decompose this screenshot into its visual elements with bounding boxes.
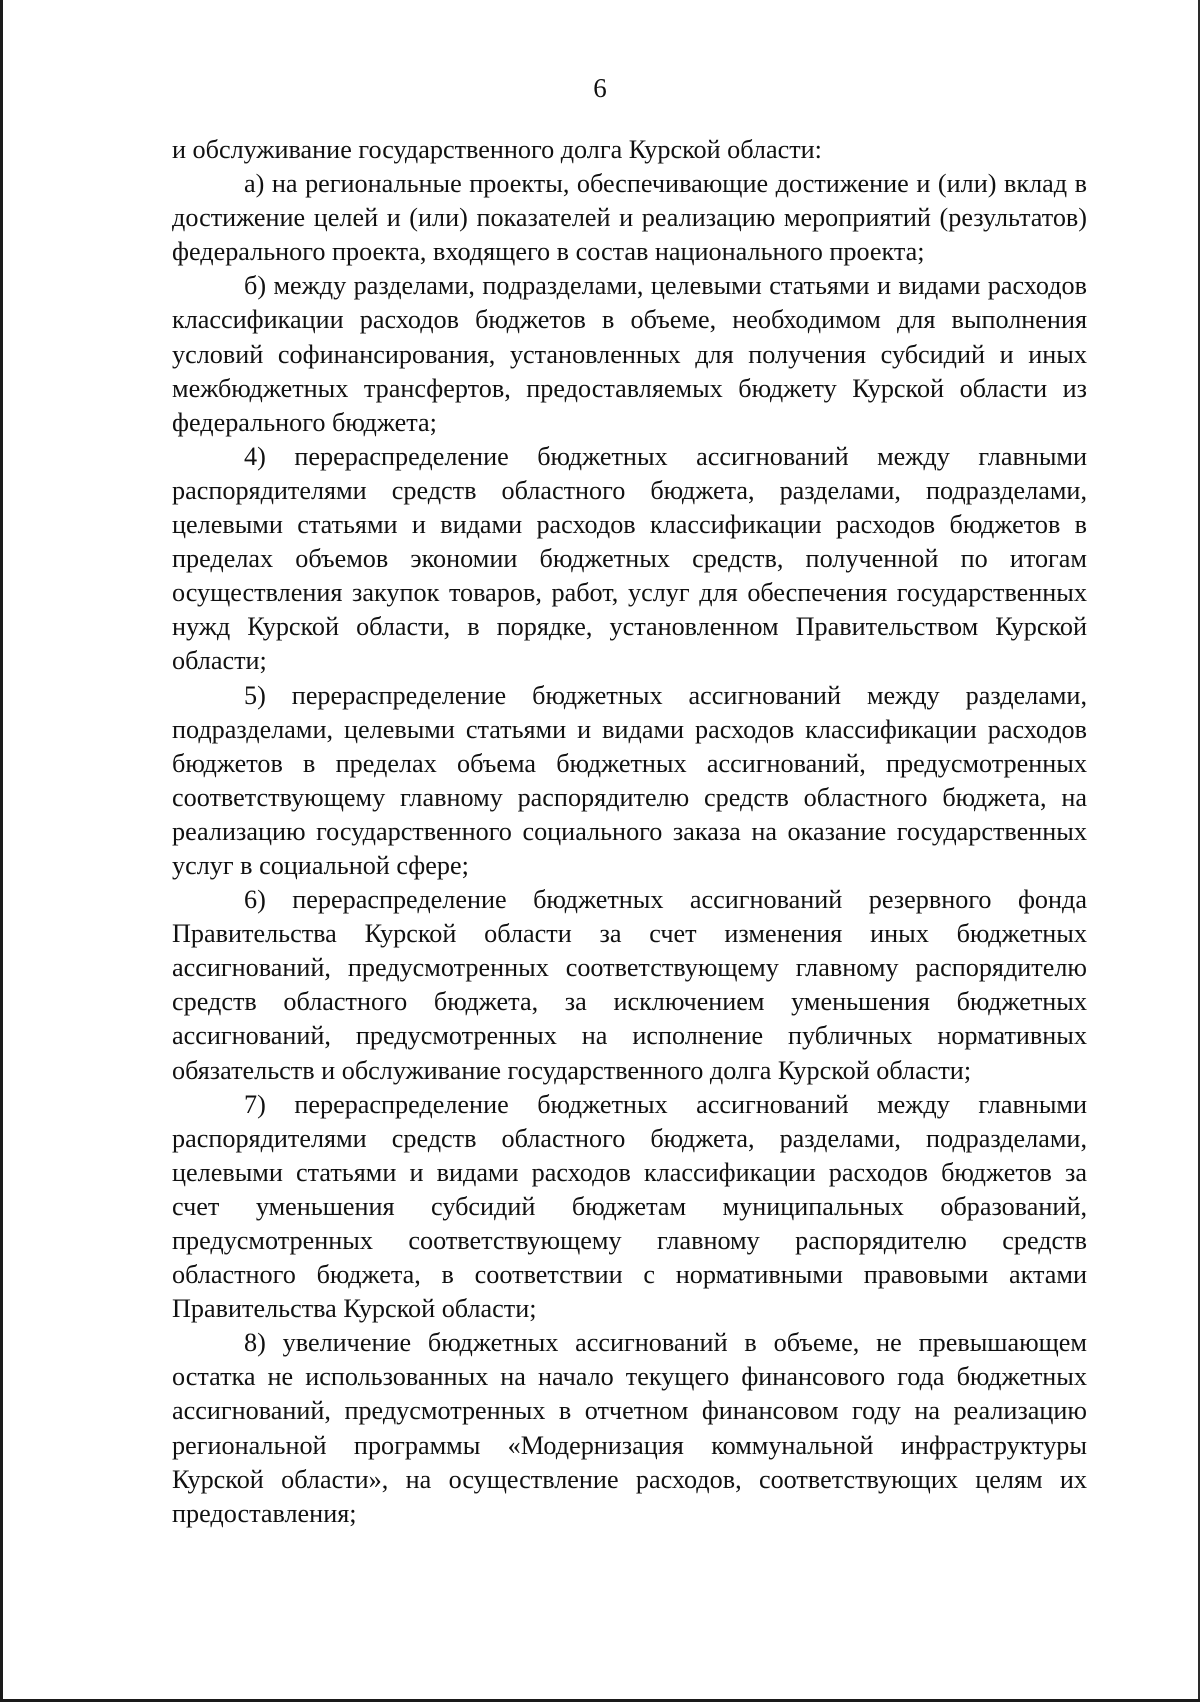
- paragraph-continuation: и обслуживание государственного долга Курской области:: [172, 135, 822, 164]
- paragraph-item-4: 4) перераспределение бюджетных ассигнований между главными распорядителями средств областного бюджета, разделами, подразделами, целевыми статьями и видами расходов классификации расходов бюджетов в пределах объемов экономии бюджетных средств, полученной по итогам осуществления закупок товаров, работ, услуг для обеспечения государственных нужд Курской области, в порядке, установленном Правительством Курской области;: [172, 441, 1087, 676]
- paragraph-item-5: 5) перераспределение бюджетных ассигнований между разделами, подразделами, целевыми статьями и видами расходов классификации расходов бюджетов в пределах объема бюджетных ассигнований, предусмотренных соответствующему главному распорядителю средств областного бюджета, на реализацию государственного социального заказа на оказание государственных услуг в социальной сфере;: [172, 680, 1087, 880]
- paragraph-item-6: 6) перераспределение бюджетных ассигнований резервного фонда Правительства Курской области за счет изменения иных бюджетных ассигнований, предусмотренных соответствующему главному распорядителю средств областного бюджета, за исключением уменьшения бюджетных ассигнований, предусмотренных на исполнение публичных нормативных обязательств и обслуживание государственного долга Курской области;: [172, 885, 1087, 1085]
- paragraph-item-b: б) между разделами, подразделами, целевыми статьями и видами расходов классификации расходов бюджетов в объеме, необходимом для выполнения условий софинансирования, установленных для получения субсидий и иных межбюджетных трансфертов, предоставляемых бюджету Курской области из федерального бюджета;: [172, 271, 1087, 437]
- page-number: 6: [593, 73, 607, 103]
- document-body: [172, 133, 1087, 1531]
- paragraph-item-7: 7) перераспределение бюджетных ассигнований между главными распорядителями средств областного бюджета, разделами, подразделами, целевыми статьями и видами расходов классификации расходов бюджетов за счет уменьшения субсидий бюджетам муниципальных образований, предусмотренных соответствующему главному распорядителю средств областного бюджета, в соответствии с нормативными правовыми актами Правительства Курской области;: [172, 1089, 1087, 1324]
- paragraph-item-a: а) на региональные проекты, обеспечивающие достижение и (или) вклад в достижение целей и (или) показателей и реализацию мероприятий (результатов) федерального проекта, входящего в состав национального проекта;: [172, 169, 1087, 267]
- paragraph-item-8: 8) увеличение бюджетных ассигнований в объеме, не превышающем остатка не использованных на начало текущего финансового года бюджетных ассигнований, предусмотренных в отчетном финансовом году на реализацию региональной программы «Модернизация коммунальной инфраструктуры Курской области», на осуществление расходов, соответствующих целям их предоставления;: [172, 1328, 1087, 1528]
- scan-edge-left: [0, 0, 3, 1702]
